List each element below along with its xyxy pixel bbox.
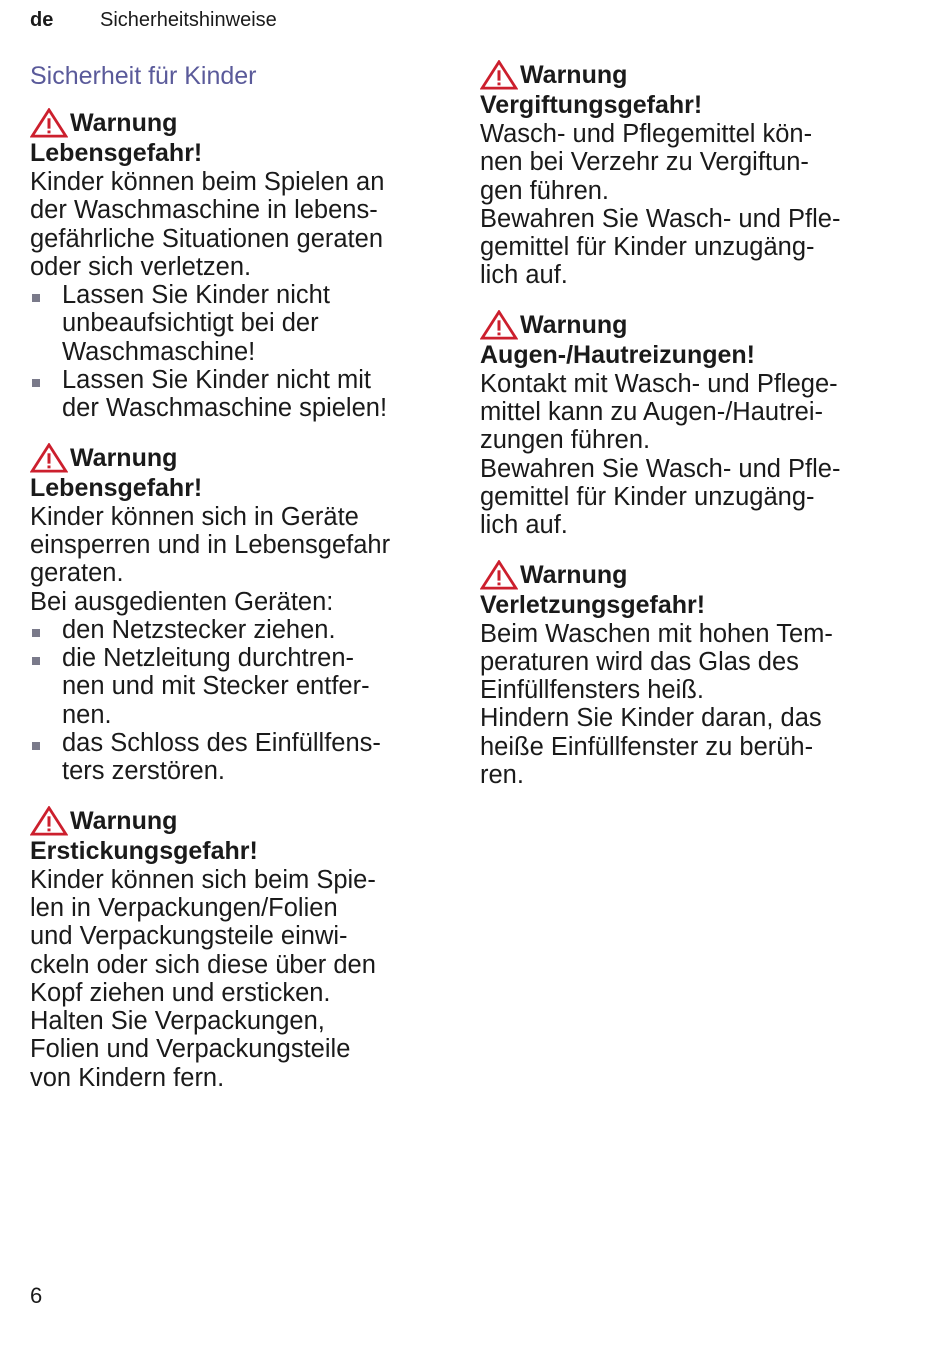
text-line: Bewahren Sie Wasch- und Pfle- (480, 204, 841, 233)
warning-heading (30, 108, 445, 138)
warning-label: Warnung (70, 443, 178, 472)
text-line: Kopf ziehen und ersticken. (30, 978, 331, 1007)
bullet-square-icon (32, 294, 40, 302)
text-line: nen bei Verzehr zu Vergiftun- (480, 148, 809, 177)
text-line: ren. (480, 761, 524, 790)
text-line: Einfüllfensters heiß. (480, 676, 704, 705)
page-number: 6 (30, 1283, 43, 1308)
warning-label: Warnung (520, 61, 628, 89)
text-line: lich auf. (480, 261, 568, 290)
text-line: von Kindern fern. (30, 1063, 225, 1092)
language-code: de (30, 9, 54, 31)
bullet-square-icon (32, 742, 40, 750)
text-line: oder sich verletzen. (30, 252, 252, 281)
text-line: gen führen. (480, 176, 610, 205)
bullet-item (30, 281, 445, 366)
text-line: gemittel für Kinder unzugäng- (480, 482, 815, 511)
warning-triangle-icon (480, 560, 518, 590)
warning-subtitle: Lebensgefahr! (30, 139, 203, 167)
text-line: der Waschmaschine spielen! (62, 394, 388, 423)
warning-text (30, 866, 445, 1092)
section-title: Sicherheit für Kinder (30, 62, 257, 90)
text-line: Kontakt mit Wasch- und Pflege- (480, 369, 838, 398)
text-line: Bei ausgedienten Geräten: (30, 587, 334, 616)
text-line: Lassen Sie Kinder nicht mit (62, 366, 371, 395)
text-line: ckeln oder sich diese über den (30, 950, 376, 979)
warning-text (30, 168, 445, 281)
bullet-item (30, 644, 445, 729)
text-line: gefährliche Situationen geraten (30, 224, 384, 253)
warning-text (480, 120, 910, 290)
warning-triangle-icon (480, 310, 518, 340)
bullet-square-icon (32, 629, 40, 637)
text-line: mittel kann zu Augen-/Hautrei- (480, 398, 824, 427)
text-line: nen. (62, 700, 112, 729)
text-line: lich auf. (480, 511, 568, 540)
text-line: Beim Waschen mit hohen Tem- (480, 619, 833, 648)
warning-subtitle: Lebensgefahr! (30, 473, 203, 502)
text-line: unbeaufsichtigt bei der (62, 309, 319, 338)
warning-label: Warnung (520, 310, 628, 339)
bullet-list (30, 616, 445, 786)
text-line: die Netzleitung durchtren- (62, 644, 354, 673)
warning-block (30, 108, 445, 423)
text-line: Waschmaschine! (62, 337, 256, 366)
warning-subtitle: Vergiftungsgefahr! (480, 91, 703, 119)
warning-text (480, 370, 910, 540)
warning-triangle-icon (480, 60, 518, 90)
warning-label: Warnung (70, 109, 178, 137)
text-line: heiße Einfüllfenster zu berüh- (480, 732, 814, 761)
right-column (480, 60, 910, 809)
warning-block (480, 60, 910, 290)
text-line: Bewahren Sie Wasch- und Pfle- (480, 454, 841, 483)
text-line: zungen führen. (480, 426, 651, 455)
left-column (30, 60, 445, 1112)
text-line: geraten. (30, 559, 124, 588)
warning-heading (30, 806, 445, 836)
warning-subtitle: Erstickungsgefahr! (30, 836, 258, 865)
text-line: gemittel für Kinder unzugäng- (480, 233, 815, 262)
warning-subtitle: Augen-/Hautreizungen! (480, 340, 755, 369)
bullet-item (30, 616, 445, 644)
text-line: Hindern Sie Kinder daran, das (480, 704, 822, 733)
page-header (30, 8, 277, 32)
text-line: einsperren und in Lebensgefahr (30, 530, 391, 559)
text-line: Lassen Sie Kinder nicht (62, 281, 330, 310)
text-line: Wasch- und Pflegemittel kön- (480, 120, 813, 148)
text-line: und Verpackungsteile einwi- (30, 922, 348, 951)
text-line: Kinder können sich beim Spie- (30, 865, 376, 894)
warning-label: Warnung (520, 560, 628, 589)
warning-heading (30, 443, 445, 473)
text-line: den Netzstecker ziehen. (62, 615, 336, 644)
bullet-item (30, 729, 445, 786)
text-line: nen und mit Stecker entfer- (62, 672, 370, 701)
text-line: Halten Sie Verpackungen, (30, 1007, 325, 1036)
bullet-list (30, 281, 445, 422)
warning-triangle-icon (30, 806, 68, 836)
bullet-item (30, 366, 445, 423)
warning-triangle-icon (30, 443, 68, 473)
warning-block (30, 806, 445, 1092)
text-line: das Schloss des Einfüllfens- (62, 729, 381, 758)
text-line: der Waschmaschine in lebens- (30, 196, 378, 225)
warning-block (30, 443, 445, 786)
bullet-square-icon (32, 379, 40, 387)
warning-heading (480, 310, 910, 340)
warning-heading (480, 60, 910, 90)
warning-heading (480, 560, 910, 590)
header-section-title: Sicherheitshinweise (100, 9, 277, 31)
text-line: Folien und Verpackungsteile (30, 1035, 351, 1064)
warning-block (480, 310, 910, 540)
warning-text (30, 503, 445, 616)
text-line: Kinder können sich in Geräte (30, 502, 359, 531)
text-line: peraturen wird das Glas des (480, 647, 799, 676)
warning-block (480, 560, 910, 790)
warning-subtitle: Verletzungsgefahr! (480, 590, 706, 619)
text-line: ters zerstören. (62, 757, 225, 786)
warning-triangle-icon (30, 108, 68, 138)
warning-label: Warnung (70, 806, 178, 835)
bullet-square-icon (32, 657, 40, 665)
text-line: len in Verpackungen/Folien (30, 893, 338, 922)
warning-text (480, 620, 910, 790)
text-line: Kinder können beim Spielen an (30, 168, 385, 196)
